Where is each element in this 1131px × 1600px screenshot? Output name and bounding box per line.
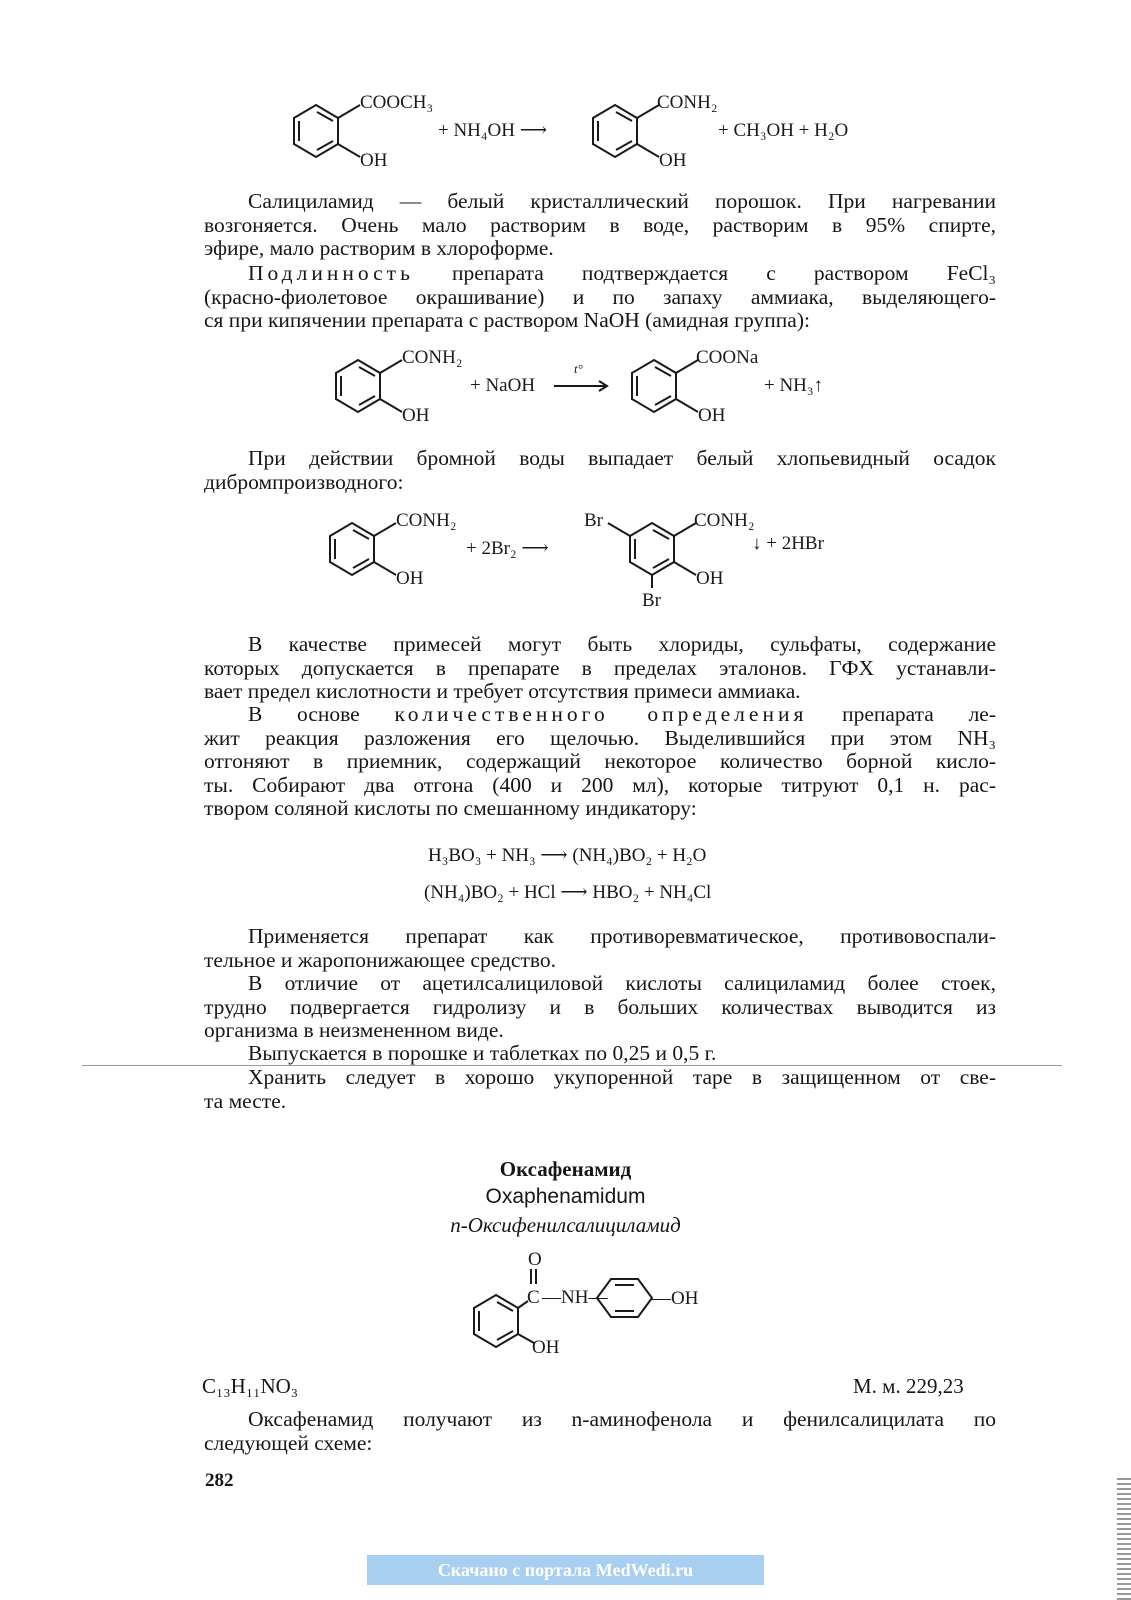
monograph-title: Оксафенамид [499, 1157, 632, 1181]
text-line: следующей схеме: [204, 1430, 373, 1455]
benzene-ring [294, 105, 338, 157]
paragraph-bromine-reaction [204, 447, 996, 494]
substituent-label: OH [696, 568, 724, 589]
text-line: Оксафенамид получают из n-аминофенола и фенилсалицилата по [248, 1407, 996, 1431]
substituent-label: Br [584, 510, 603, 531]
reagent-label: + NaOH [470, 375, 536, 396]
text-line: ты. Собирают два отгона (400 и 200 мл), которые титруют 0,1 н. рас- [204, 772, 996, 797]
paragraph-identity [204, 262, 996, 333]
paragraph-impurities [204, 633, 996, 704]
text-line: твором соляной кислоты по смешанному индикатору: [204, 796, 697, 820]
text-line: возгоняется. Очень мало растворим в воде, растворим в 95% спирте, [204, 212, 996, 237]
reagent-label: + NH₄OH ⟶ [438, 120, 547, 141]
substituent-label: CONH₂ [396, 510, 457, 531]
text-line: Выпускается в порошке и таблетках по 0,25 и 0,5 г. [248, 1041, 717, 1065]
substituent-label: OH [532, 1337, 560, 1358]
equation-2: (NH₄)BO₂ + HCl ⟶ HBO₂ + NH₄Cl [424, 882, 712, 903]
paragraph-storage [204, 1066, 996, 1113]
text-line: Хранить следует в хорошо укупоренной таре в защищенном от све- [248, 1065, 996, 1089]
reagent-label: + 2Br₂ ⟶ [466, 538, 549, 559]
text-line: Салициламид — белый кристаллический порошок. При нагревании [248, 189, 996, 213]
monograph-chemical-name: n-Оксифенилсалициламид [450, 1213, 681, 1237]
atom-label: C [527, 1287, 540, 1308]
text-line: эфире, мало растворим в хлороформе. [204, 236, 554, 260]
text-line: тельное и жаропонижающее средство. [204, 947, 556, 972]
text-line: трудно подвергается гидролизу и в больших количествах выводится из [204, 994, 996, 1019]
paragraph-stability [204, 972, 996, 1043]
benzene-ring [593, 105, 637, 157]
substituent-label: CONH₂ [657, 92, 718, 113]
substituent-label: OH [396, 568, 424, 589]
text-line: В качестве примесей могут быть хлориды, сульфаты, содержание [248, 632, 996, 656]
text-line: В основе [248, 702, 360, 726]
substituent-label: OH [360, 150, 388, 171]
paragraph-usage [204, 925, 996, 972]
substituent-label: —OH [652, 1288, 699, 1309]
oxaphenamide-structure [452, 1247, 742, 1362]
text-line: та месте. [204, 1088, 287, 1113]
benzene-ring [330, 523, 374, 575]
condition-label: t° [574, 361, 583, 376]
molecular-mass: М. м. 229,23 [853, 1374, 964, 1398]
text-line: жит реакция разложения его щелочью. Выделившийся при этом NH₃ [204, 725, 996, 750]
benzene-ring [630, 523, 674, 575]
paragraph-assay [204, 703, 996, 821]
substituent-label: COONa [696, 347, 759, 368]
benzene-ring [632, 360, 676, 412]
text-line: (красно-фиолетовое окрашивание) и по запаху аммиака, выделяющего- [204, 284, 996, 309]
benzene-ring [474, 1295, 518, 1347]
text-line: Применяется препарат как противоревматическое, противовоспали- [248, 924, 996, 948]
page-number: 282 [205, 1470, 234, 1491]
substituent-label: OH [659, 150, 687, 171]
text-line: При действии бромной воды выпадает белый хлопьевидный осадок [248, 446, 996, 470]
text-line: препарата ле- [807, 702, 997, 726]
paragraph-release-form [204, 1042, 996, 1066]
byproducts-label: + CH₃OH + H₂O [718, 120, 849, 141]
substituent-label: OH [402, 405, 430, 426]
monograph-latin-name: Oxaphenamidum [485, 1185, 646, 1208]
substituent-label: CONH₂ [402, 347, 463, 368]
scan-edge-artifact [1117, 1478, 1131, 1600]
text-line: препарата подтверждается с раствором FeCl₃ [413, 261, 996, 285]
molecular-formula: C₁₃H₁₁NO₃ [202, 1374, 299, 1398]
reaction-2-scheme [322, 343, 842, 433]
text-line: которых допускается в препарате в пределах эталонов. ГФХ устанавли- [204, 655, 996, 680]
paragraph-salicylamide-description [204, 190, 996, 261]
byproducts-label: + NH₃↑ [764, 375, 824, 396]
substituent-label: COOCH₃ [360, 92, 434, 113]
substituent-label: OH [698, 405, 726, 426]
text-line: вает предел кислотности и требует отсутствия примеси аммиака. [204, 679, 801, 703]
spaced-term: Подлинность [248, 261, 414, 285]
text-line: отгоняют в приемник, содержащий некоторое количество борной кисло- [204, 749, 996, 773]
text-line: ся при кипячении препарата с раствором NaOH (амидная группа): [204, 308, 810, 332]
spaced-term: количественного определения [394, 702, 808, 726]
benzene-ring [336, 360, 380, 412]
substituent-label: Br [642, 590, 661, 611]
substituent-label: CONH₂ [694, 510, 755, 531]
text-line: В отличие от ацетилсалициловой кислоты салициламид более стоек, [248, 971, 996, 995]
text-line: организма в неизмененном виде. [204, 1018, 504, 1042]
download-banner[interactable]: Скачано с портала MedWedi.ru [367, 1555, 764, 1585]
reaction-1-scheme [280, 88, 900, 178]
equation-1: H₃BO₃ + NH₃ ⟶ (NH₄)BO₂ + H₂O [428, 845, 707, 866]
reaction-3-scheme [316, 506, 856, 621]
paragraph-synthesis [204, 1408, 996, 1455]
text-line: дибромпроизводного: [204, 469, 404, 494]
atom-label: —NH— [542, 1287, 608, 1308]
atom-label: O [528, 1249, 542, 1270]
byproducts-label: ↓ + 2HBr [752, 533, 824, 554]
